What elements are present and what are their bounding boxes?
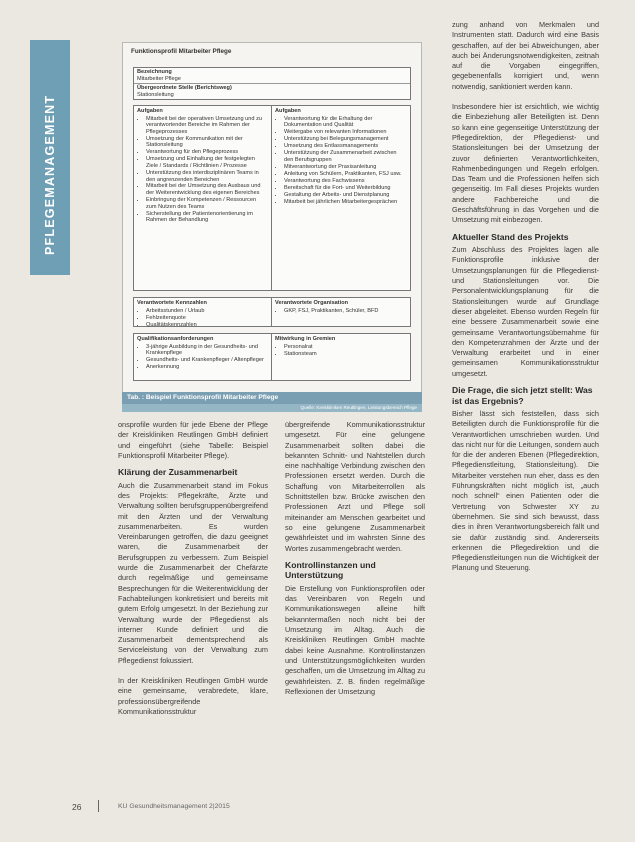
paragraph: Bisher lässt sich feststellen, dass sich Beteiligten durch die Funktionsprofile für die Verantwortlichen umschrieben wurden. Und das nicht nur für die Leitungen, sondern auch für die der anderen Ebenen (Pflegedirektion, Pflegedienstleitung, Stationsleitung). Die Mitarbeiter verstehen nun eher, dass es den Führungskräften nicht möglich ist, „auch noch schnell“ einen Patienten oder die Vertretung von Schwester XY zu übernehmen. Sie sind sich bewusst, dass dies in ihren Verantwortungsbereich fällt und sie dafür zuständig sind. Andererseits erkennen die Pflegedirektion und die Pflegedienstleitungen nun die Wichtigkeit der Planung und Steuerung. <box>452 409 599 573</box>
list-item: • Mitarbeit bei jährlichen Mitarbeitergesprächen <box>284 199 407 206</box>
organisation-label: Verantwortete Organisation <box>275 300 349 306</box>
section-heading: Aktueller Stand des Projekts <box>452 231 569 242</box>
list-item: • Umsetzung der Kommunikation mit der Stationsleitung <box>146 136 268 149</box>
aufgaben-label-right: Aufgaben <box>275 108 301 114</box>
page-number: 26 <box>72 802 82 812</box>
organisation-column <box>272 298 410 326</box>
list-item: • Sicherstellung der Patientenorientierung im Rahmen der Behandlung <box>146 211 268 224</box>
list-item: • Umsetzung des Entlassmanagements <box>284 143 407 150</box>
list-item: • Mitverantwortung der Praxisanleitung <box>284 164 407 171</box>
bezeichnung-value: Mitarbeiter Pflege <box>137 75 181 82</box>
list-item: • Unterstützung der Zusammenarbeit zwischen den Berufsgruppen <box>284 150 407 163</box>
bezeichnung-label: Bezeichnung <box>137 69 172 75</box>
journal-name: KU Gesundheitsmanagement 2|2015 <box>118 803 230 810</box>
stelle-value: Stationsleitung <box>137 91 174 98</box>
list-item: • Verantwortung des Fachwissens <box>284 178 407 185</box>
section-heading: Die Frage, die sich jetzt stellt: Was ist das Ergebnis? <box>452 385 593 406</box>
qualifikation-label: Qualifikationsanforderungen <box>137 336 214 342</box>
qualifikation-box <box>133 333 411 381</box>
list-item: • Unterstützung bei Belegungsmanagement <box>284 136 407 143</box>
aufgaben-label: Aufgaben <box>137 108 163 114</box>
list-item: • Qualitätskennzahlen <box>146 322 268 329</box>
aufgaben-right-column <box>272 106 410 290</box>
paragraph: Insbesondere hier ist ersichtlich, wie wichtig die Einbeziehung aller Beteiligten ist. Denn so kann eine gegenseitige Unterstützung der Pflegedirektion, der Pflegedienst- und Stationsleitungen bei der Umsetzung der zuvor definierten Verantwortlichkeiten, Rahmenbedingungen und Regeln erfolgen. Das Team und die Professionen helfen sich gegenseitig. Im Fall dieses Projekts wurden andere Fachbereiche und die Geschäftsführung in das Vorgehen und die Umsetzung mit einbezogen. <box>452 102 599 225</box>
list-item: • Mitarbeit bei der Umsetzung des Ausbaus und der Weiterentwicklung des eigenen Bereiches <box>146 183 268 196</box>
paragraph: Auch die Zusammenarbeit stand im Fokus des Projekts: Pflegekräfte, Ärzte und Verwaltung sollten berufsgruppenübergreifend mit den Ärzten und der Verwaltung zusammenarbeiten. Es wurden Vereinbarungen getroffen, die dazu geeignet waren, die Zusammenarbeit der Berufsgruppen zu verbessern. Zum Beispiel wurde die Zusammenarbeit der Chefärzte durch regelmäßige und gemeinsame Besprechungen für die Weiterentwicklung der Fachabteilungen konkretisiert und bereits mit gutem Erfolg umgesetzt. In der Beziehung zur Verwaltung wurde der Pflegedienst als interner Kunde definiert und die Zusammenarbeit dementsprechend als Serviceleistung von der Verwaltung zum Pflegedienst fokussiert. <box>118 480 268 665</box>
paragraph: Zum Abschluss des Projektes lagen alle Funktionsprofile inklusive der Umsetzungsplanungen für die Pflegedienst- und Stationsleitungen vor. Die Personalentwicklungsplanung für die Stationsleitungen wurde auf Grundlage dieser abgeleitet. Ebenso wurden Regeln für eine bessere Zusammenarbeit sowie eine gemeinsame Verantwortungsübernahme für den Kompetenzrahmen der Ärzte und der Verwaltung erarbeitet und in einer gemeinsamen Kommunikationsstruktur umgesetzt. <box>452 245 599 378</box>
figure-title: Funktionsprofil Mitarbeiter Pflege <box>131 48 232 55</box>
list-item: • Arbeitsstunden / Urlaub <box>146 308 268 315</box>
paragraph: onsprofile wurden für jede Ebene der Pflege der Kreiskliniken Reutlingen GmbH definiert und eingeführt (siehe Tabelle: Beispiel Funktionsprofil Mitarbeiter Pflege). <box>118 420 268 460</box>
list-item: • Anleitung von Schülern, Praktikanten, FSJ usw. <box>284 171 407 178</box>
section-label: PFLEGEMANAGEMENT <box>43 94 57 255</box>
list-item: • Verantwortung für die Erhaltung der Dokumentation und Qualität <box>284 116 407 129</box>
kennzahlen-column <box>134 298 272 326</box>
list-item: • 3-jährige Ausbildung in der Gesundheits- und Krankenpflege <box>146 344 268 357</box>
paragraph: Die Erstellung von Funktionsprofilen oder das Vereinbaren von Regeln und Kommunikationswegen alleine hilft bekanntermaßen noch nicht bei der Umsetzung im Alltag. Auch die Kreiskliniken Reutlingen GmbH machte dabei keine Ausnahme. Kontrollinstanzen und Unterstützungsmöglichkeiten wurden geschaffen, um die Umsetzung im Alltag zu gewährleisten. Z. B. finden regelmäßige Reflexionen der Umsetzung <box>285 583 425 696</box>
kennzahlen-label: Verantwortete Kennzahlen <box>137 300 207 306</box>
list-item: • Mitarbeit bei der operativen Umsetzung und zu verantwortender Bereiche im Rahmen der Pflegeprozesses <box>146 116 268 136</box>
section-heading: Kontrollinstanzen und Unterstützung <box>285 559 376 581</box>
gremien-label: Mitwirkung in Gremien <box>275 336 336 342</box>
list-item: • Umsetzung und Einhaltung der festgelegten Ziele / Standards / Richtlinien / Prozesse <box>146 156 268 169</box>
bezeichnung-box <box>133 67 411 100</box>
section-heading: Klärung der Zusammenarbeit <box>118 467 238 478</box>
list-item: • Anerkennung <box>146 364 268 371</box>
list-item: • Einbringung der Kompetenzen / Ressourcen zum Nutzen des Teams <box>146 197 268 210</box>
figure-source: Quelle: Kreiskliniken Reutlingen, Leistungsbereich Pflege <box>122 404 422 412</box>
list-item: • Personalrat <box>284 344 407 351</box>
list-item: • Bereitschaft für die Fort- und Weiterbildung <box>284 185 407 192</box>
list-item: • Fehlzeitenquote <box>146 315 268 322</box>
list-item: • Stationsteam <box>284 351 407 358</box>
text-column-3 <box>452 20 599 798</box>
figure-table <box>122 42 422 410</box>
paragraph: zung anhand von Merkmalen und Instrumenten statt. Dadurch wird eine Basis geschaffen, auf der bei Abweichungen, aber auch bei Änderungsnotwendigkeiten, zeitnah auf die Vorgaben eingegriffen, gegebenenfalls korrigiert und, wenn notwendig, sanktioniert werden kann. <box>452 20 599 91</box>
list-item: • Gestaltung der Arbeits- und Dienstplanung <box>284 192 407 199</box>
aufgaben-left-column <box>134 106 272 290</box>
figure-caption: Tab. : Beispiel Funktionsprofil Mitarbeiter Pflege <box>122 392 422 404</box>
stelle-label: Übergeordnete Stelle (Berichtsweg) <box>137 85 232 92</box>
list-item: • GKP, FSJ, Praktikanten, Schüler, BFD <box>284 308 407 315</box>
text-column-2 <box>285 420 425 795</box>
list-item: • Unterstützung des interdisziplinären Teams in den angrenzenden Bereichen <box>146 170 268 183</box>
list-item: • Gesundheits- und Krankenpfleger / Altenpfleger <box>146 357 268 364</box>
text-column-1 <box>118 420 268 795</box>
qualifikation-column <box>134 334 272 380</box>
kennzahlen-box <box>133 297 411 327</box>
list-item: • Verantwortung für den Pflegeprozess <box>146 149 268 156</box>
paragraph: übergreifende Kommunikationsstruktur umgesetzt. Für eine gelungene Zusammenarbeit sollten dabei die bekannten Schnitt- und Nahtstellen durch eine nachhaltige Verbindung zwischen den Professionen ersetzt werden. Durch die Schaffung von Mitarbeiterrollen als Schnittstellen bzw. Brücke zwischen den Professionen Arzt und Pflege soll miteinander am Menschen gearbeitet und so eine gelungene Zusammenarbeit gewährleistet und im wahrsten Sinne des Wortes zusammengebracht werden. <box>285 420 425 553</box>
paragraph: In der Kreiskliniken Reutlingen GmbH wurde eine gemeinsame, verabredete, klare, professionsübergreifende Kommunikationsstruktur <box>118 676 268 716</box>
gremien-column <box>272 334 410 380</box>
list-item: • Weitergabe von relevanten Informationen <box>284 129 407 136</box>
aufgaben-box <box>133 105 411 291</box>
footer-divider <box>98 800 99 812</box>
